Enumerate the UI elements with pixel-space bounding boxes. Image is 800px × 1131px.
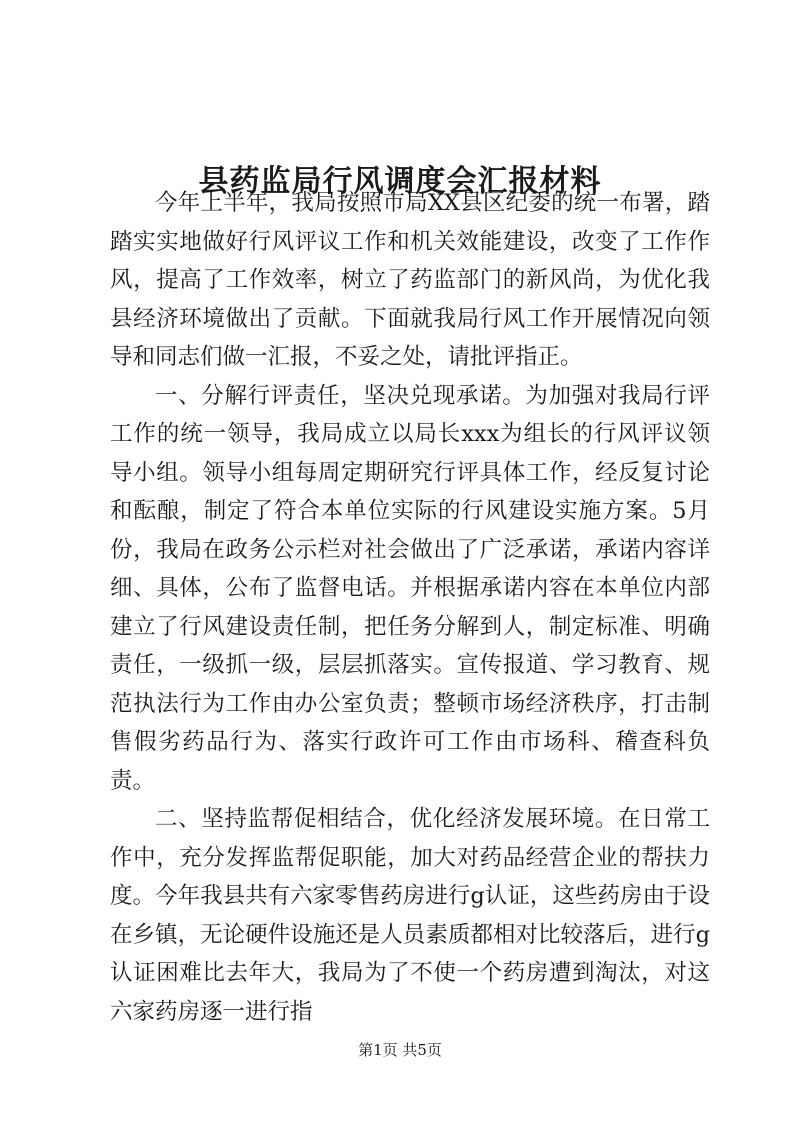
page-number: 第1页 共5页 [358, 1041, 442, 1059]
paragraph-section-1: 一、分解行评责任，坚决兑现承诺。为加强对我局行评工作的统一领导，我局成立以局长xxx为组长的行风评议领导小组。领导小组每周定期研究行评具体工作，经反复讨论和酝酿，制定了符合本单位实际的行风建设实施方案。5月份，我局在政务公示栏对社会做出了广泛承诺，承诺内容详细、具体，公布了监督电话。并根据承诺内容在本单位内部建立了行风建设责任制，把任务分解到人，制定标准、明确责任，一级抓一级，层层抓落实。宣传报道、学习教育、规范执法行为工作由办公室负责；整顿市场经济秩序，打击制售假劣药品行为、落实行政许可工作由市场科、稽查科负责。 [110, 382, 710, 794]
document-title: 县药监局行风调度会汇报材料 [198, 164, 602, 200]
document-body [110, 184, 710, 1031]
paragraph-section-2: 二、坚持监帮促相结合，优化经济发展环境。在日常工作中，充分发挥监帮促职能，加大对药品经营企业的帮扶力度。今年我县共有六家零售药房进行g认证，这些药房由于设在乡镇，无论硬件设施还是人员素质都相对比较落后，进行g认证困难比去年大，我局为了不使一个药房遭到淘汰，对这六家药房逐一进行指 [110, 806, 710, 1025]
paragraph-intro: 今年上半年，我局按照市局XX县区纪委的统一布署，踏踏实实地做好行风评议工作和机关效能建设，改变了工作作风，提高了工作效率，树立了药监部门的新风尚，为优化我县经济环境做出了贡献。下面就我局行风工作开展情况向领导和同志们做一汇报，不妥之处，请批评指正。 [110, 190, 710, 370]
